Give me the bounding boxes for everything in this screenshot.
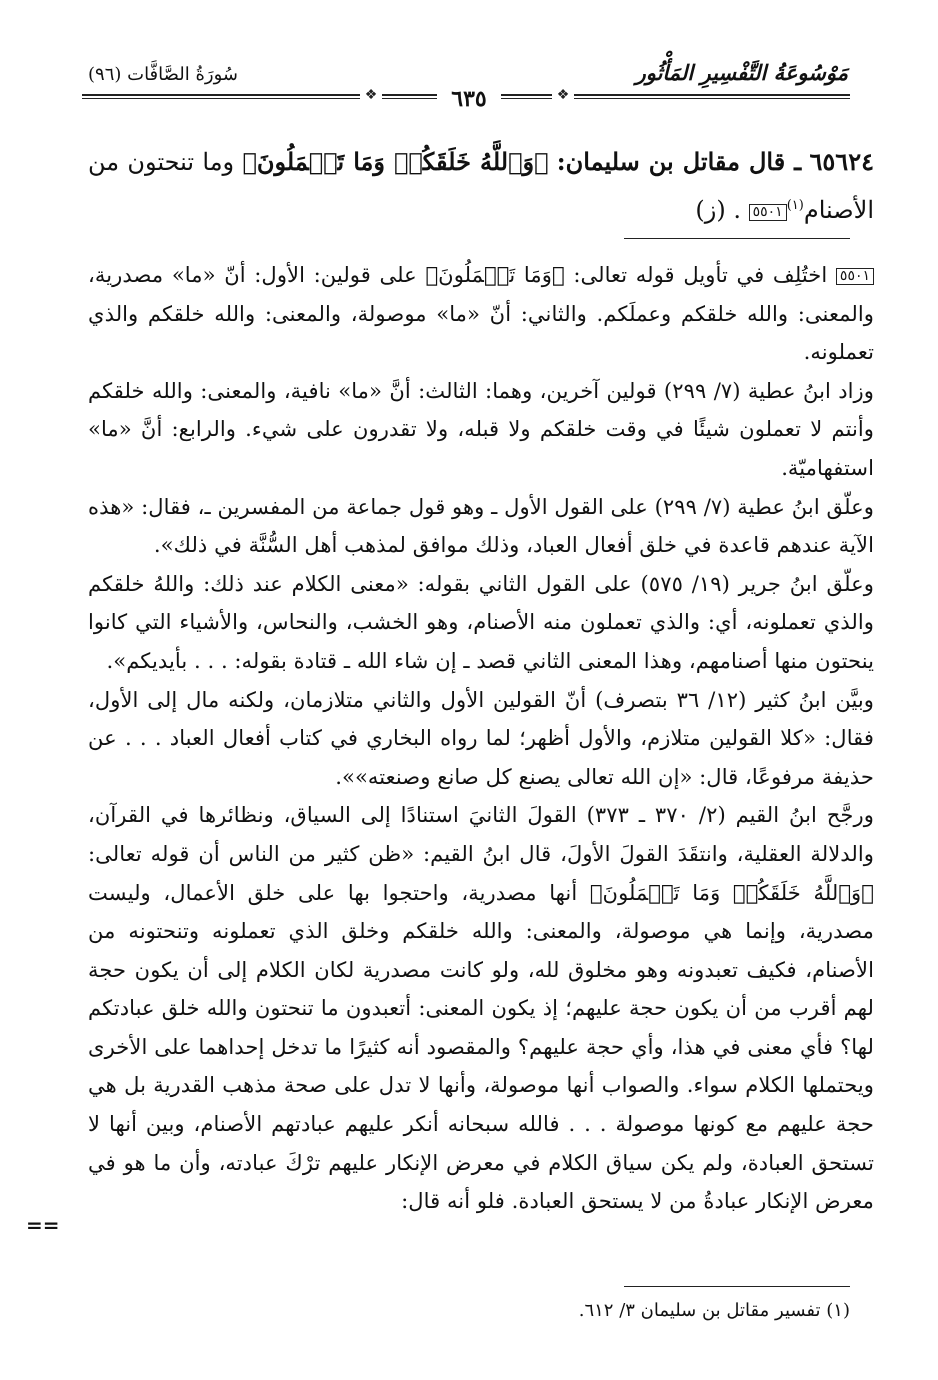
commentary-body <box>88 256 874 1221</box>
entry-tail: . (ز) <box>695 196 741 224</box>
entry-number: ٦٥٦٢٤ <box>809 147 874 176</box>
page-number: ٦٣٥ <box>0 86 938 112</box>
quran-quote: ﴿وَٱللَّهُ خَلَقَكُمۡ وَمَا تَعۡمَلُونَ﴾ <box>242 147 549 176</box>
commentary-box-number: ٥٥٠١ <box>836 268 874 285</box>
tafsir-entry <box>88 140 874 232</box>
paragraph-4: وعلّق ابنُ جرير (١٩/ ٥٧٥) على القول الثاني بقوله: «معنى الكلام عند ذلك: واللهُ خلقكم والذي تعملونه، أي: والذي تعملون منه الأصنام، وهو الخشب، والنحاس، والأشياء التي كانوا ينحتون منها أصنامهم، وهذا المعنى الثاني قصد ـ إن شاء الله ـ قتادة بقوله: . . . بأيديكم». <box>88 570 875 673</box>
entry-intro: ـ قال مقاتل بن سليمان: <box>556 147 802 176</box>
footnote: (١) تفسير مقاتل بن سليمان ٣/ ٦١٢. <box>578 1300 850 1321</box>
entry-text: وما تنحتون من الأصنام <box>88 148 874 224</box>
paragraph-5: وبيَّن ابنُ كثير (١٢/ ٣٦ بتصرف) أنّ القولين الأول والثاني متلازمان، ولكنه مال إلى الأول، فقال: «كلا القولين متلازم، والأول أظهر؛ لما رواه البخاري في كتاب أفعال العباد . . . عن حذيفة مرفوعًا، قال: «إن الله تعالى يصنع كل صانع وصنعته»». <box>88 686 875 789</box>
section-divider <box>624 238 850 239</box>
ornament-left-icon: ❖ <box>360 88 382 102</box>
footnote-ref: (١) <box>786 198 804 213</box>
commentary-ref-box: ٥٥٠١ <box>749 204 787 221</box>
paragraph-1: ٥٥٠١ اختُلِف في تأويل قوله تعالى: ﴿وَمَا تَعۡمَلُونَ﴾ على قولين: الأول: أنّ «ما» مصدرية، والمعنى: والله خلقكم وعملَكم. والثاني: أنّ «ما» موصولة، والمعنى: والله خلقكم والذي تعملونه. <box>88 262 874 365</box>
footnote-divider <box>624 1286 850 1287</box>
surah-header: سُورَةُ الصَّافَّات (٩٦) <box>88 64 238 85</box>
continuation-mark: == <box>26 1213 60 1237</box>
paragraph-2: وزاد ابنُ عطية (٧/ ٢٩٩) قولين آخرين، وهما: الثالث: أنَّ «ما» نافية، والمعنى: والله خلقكم وأنتم لا تعملون شيئًا في وقت خلقكم ولا قبله، ولا تقدرون على شيء. والرابع: أنَّ «ما» استفهاميّة. <box>88 377 874 480</box>
book-title-header: مَوْسُوعَةُ التَّفْسِيرِ المَأْثُور <box>635 60 848 85</box>
paragraph-3: وعلّق ابنُ عطية (٧/ ٢٩٩) على القول الأول ـ وهو قول جماعة من المفسرين ـ، فقال: «هذه الآية عندهم قاعدة في خلق أفعال العباد، وذلك موافق لمذهب أهل السُّنَّة في ذلك». <box>88 493 874 558</box>
paragraph-6: ورجَّح ابنُ القيم (٢/ ٣٧٠ ـ ٣٧٣) القولَ الثانيَ استنادًا إلى السياق، ونظائرها في القرآن، والدلالة العقلية، وانتقَدَ القولَ الأولَ، قال ابنُ القيم: «ظن كثير من الناس أن قوله تعالى: ﴿وَٱللَّهُ خَلَقَكُمۡ وَمَا تَعۡمَلُونَ﴾ أنها مصدرية، واحتجوا بها على خلق الأعمال، وليست مصدرية، وإنما هي موصولة، والمعنى: والله خلقكم وخلق الذي تعملونه وتنحتونه من الأصنام، فكيف تعبدونه وهو مخلوق لله، ولو كانت مصدرية لكان الكلام إلى أن يكون حجة لهم أقرب من أن يكون حجة عليهم؛ إذ يكون المعنى: أتعبدون ما تنحتون والله خلق عبادتكم لها؟ فأي معنى في هذا، وأي حجة عليهم؟ والمقصود أنه كثيرًا ما تدخل إحداهما على الأخرى ويحتملها الكلام سواء. والصواب أنها موصولة، وأنها لا تدل على صحة مذهب القدرية بل هي حجة عليهم مع كونها موصولة . . . فالله سبحانه أنكر عليهم عبادتهم الأصنام، وبين أنها لا تستحق العبادة، ولم يكن سياق الكلام في معرض الإنكار عليهم ترْكَ عبادته، وأن ما هو في معرض الإنكار عبادةُ من لا يستحق العبادة. فلو أنه قال: <box>88 802 874 1214</box>
ornament-right-icon: ❖ <box>552 88 574 102</box>
